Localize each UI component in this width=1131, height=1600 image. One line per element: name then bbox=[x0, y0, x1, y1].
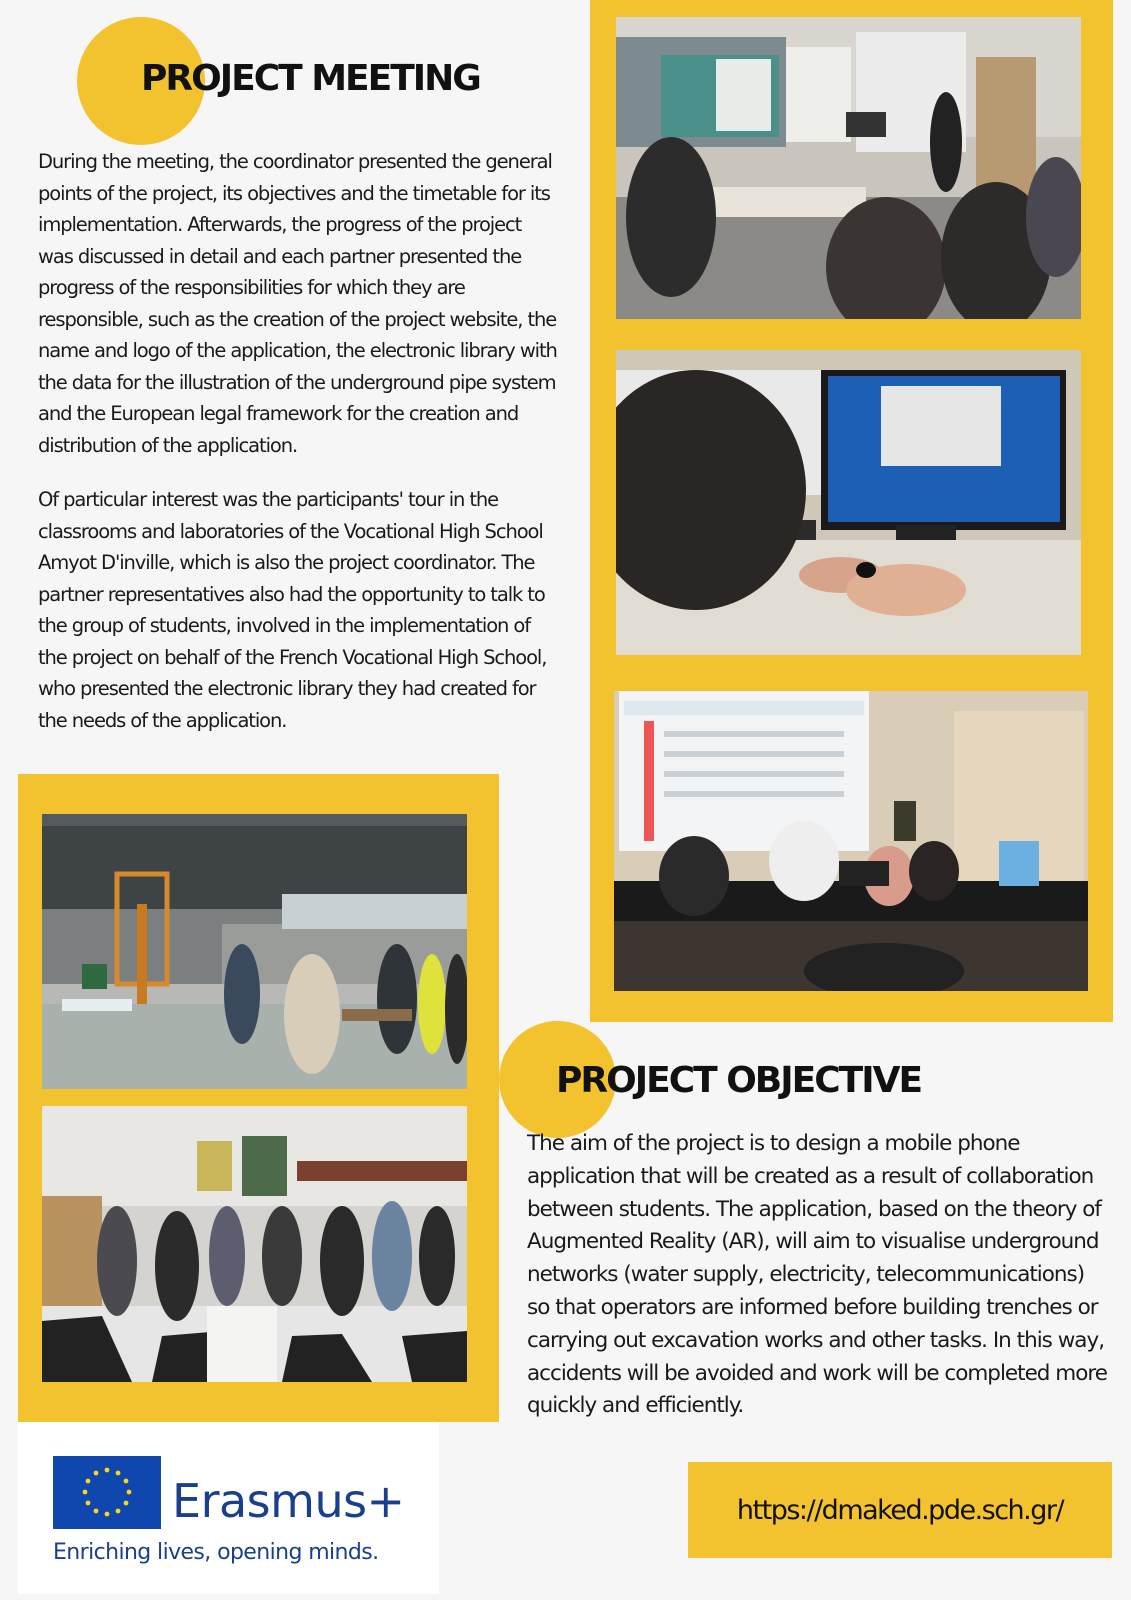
objective-paragraph: The aim of the project is to design a mobile phone application that will be created as a result of collaboration between students. The application, based on the theory of Augmented Reality (AR), will aim to visualise underground networks (water supply, electricity, telecommunications) so that operators are informed before building trenches or carrying out excavation works and other tasks. In this way, accidents will be avoided and work will be completed more quickly and efficiently. bbox=[527, 1131, 1107, 1419]
erasmus-tagline: Enriching lives, opening minds. bbox=[53, 1540, 379, 1565]
photo-computer-work bbox=[616, 350, 1081, 655]
photo-classroom-tour bbox=[42, 1106, 467, 1382]
website-url-link[interactable]: https://dmaked.pde.sch.gr/ bbox=[736, 1494, 1064, 1526]
meeting-title: PROJECT MEETING bbox=[141, 58, 480, 99]
eu-flag-icon bbox=[53, 1456, 161, 1529]
meeting-paragraph-2: Of particular interest was the participants' tour in the classrooms and laboratories of the Vocational High School Amyot D'inville, which is also the project coordinator. The partner representatives also had the opportunity to talk to the group of students, involved in the implementation of the project on behalf of the French Vocational High School, who presented the electronic library they had created for the needs of the application. bbox=[38, 488, 547, 732]
photo-presentation-table bbox=[614, 691, 1088, 991]
objective-title: PROJECT OBJECTIVE bbox=[556, 1060, 922, 1101]
erasmus-brand-name: Erasmus+ bbox=[172, 1474, 405, 1528]
photo-classroom-meeting bbox=[616, 17, 1081, 319]
website-url-box[interactable] bbox=[688, 1462, 1112, 1558]
photo-workshop-tour bbox=[42, 814, 467, 1089]
meeting-paragraph-1: During the meeting, the coordinator presented the general points of the project, its objectives and the timetable for its implementation. Afterwards, the progress of the project was discussed in detail and each partner presented the progress of the responsibilities for which they are responsible, such as the creation of the project website, the name and logo of the application, the electronic library with the data for the illustration of the underground pipe system and the European legal framework for the creation and distribution of the application. bbox=[38, 150, 557, 457]
